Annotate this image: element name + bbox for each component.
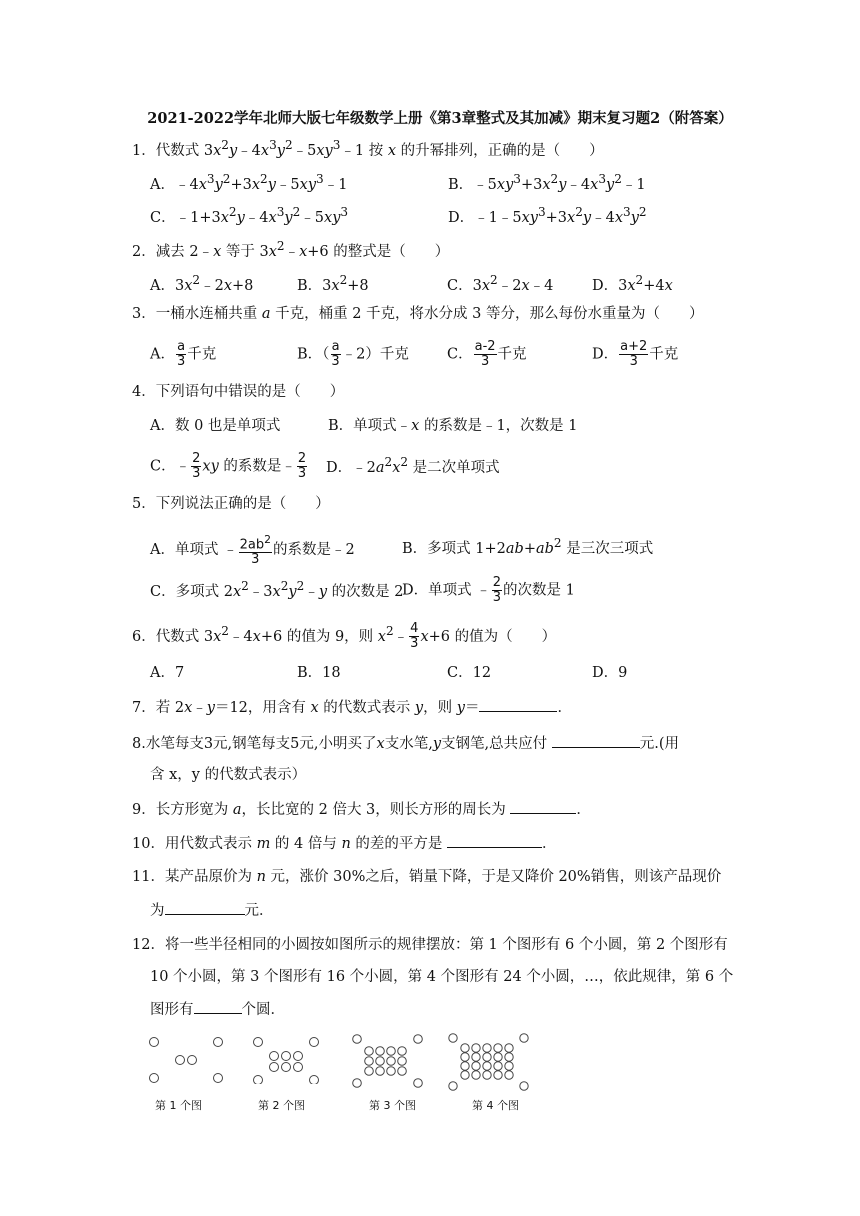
page-title: 2021-2022学年北师大版七年级数学上册《第3章整式及其加减》期末复习题2（附答案） bbox=[147, 110, 733, 127]
question-1-option-c[interactable]: C．$﹣1+3x^2y﹣4x^3y^2﹣5xy^3$ bbox=[150, 205, 349, 226]
fraction: $\frac{a-2}{3}$ bbox=[474, 339, 496, 369]
question-8-line-2: 含 x，y 的代数式表示） bbox=[150, 767, 307, 783]
question-3-option-b[interactable]: B．（ $\frac{a}{3}$ ﹣2）千克 bbox=[297, 339, 409, 369]
fraction: $\frac{a}{3}$ bbox=[176, 339, 186, 369]
circle-pattern-4 bbox=[448, 1033, 530, 1091]
answer-blank[interactable] bbox=[194, 999, 242, 1014]
question-2-stem: 2．减去 2﹣x 等于 $3x^2﹣x+6$ 的整式是（ ） bbox=[132, 239, 450, 260]
figure-2-label: 第 2 个图 bbox=[258, 1099, 305, 1112]
question-2-option-c[interactable]: C．$3x^2﹣2x﹣4$ bbox=[447, 273, 554, 294]
question-6-option-d[interactable]: D．9 bbox=[592, 665, 628, 681]
question-3-stem: 3．一桶水连桶共重 a 千克，桶重 2 千克，将水分成 3 等分，那么每份水重量为（ ） bbox=[132, 306, 704, 322]
question-11-line-1: 11．某产品原价为 n 元，涨价 30%之后，销量下降，于是又降价 20%销售，则该产品现价 bbox=[132, 869, 722, 885]
question-4-option-d[interactable]: D．$﹣2a^2x^2$ 是二次单项式 bbox=[326, 455, 500, 476]
circle-pattern-figure-1 bbox=[148, 1036, 228, 1088]
fraction: $\frac{2}{3}$ bbox=[192, 451, 201, 481]
circle-pattern-1 bbox=[148, 1036, 228, 1084]
question-7: 7．若 2x﹣y＝12，用含有 x 的代数式表示 y，则 y＝ ． bbox=[132, 697, 572, 718]
question-2-option-d[interactable]: D．$3x^2+4x$ bbox=[592, 273, 673, 294]
question-8-line-1: 8.水笔每支3元,钢笔每支5元,小明买了x支水笔,y支钢笔,总共应付 元.(用 bbox=[132, 733, 679, 754]
figure-3-label: 第 3 个图 bbox=[369, 1099, 416, 1112]
circle-pattern-figure-3 bbox=[352, 1034, 424, 1092]
question-6-option-c[interactable]: C．12 bbox=[447, 665, 492, 681]
circle-pattern-figure-4 bbox=[448, 1033, 530, 1095]
question-10: 10．用代数式表示 m 的 4 倍与 n 的差的平方是 ． bbox=[132, 833, 557, 854]
question-5-option-b[interactable]: B．多项式 $1+2ab+ab^2$ 是三次三项式 bbox=[402, 536, 654, 557]
question-5-option-c[interactable]: C．多项式 $2x^2﹣3x^2y^2﹣y$ 的次数是 2 bbox=[150, 579, 404, 600]
answer-blank[interactable] bbox=[165, 900, 245, 915]
question-1-option-a[interactable]: A．$﹣4x^3y^2+3x^2y﹣5xy^3﹣1$ bbox=[150, 172, 348, 193]
question-12-line-3: 图形有 个圆． bbox=[150, 999, 285, 1020]
question-3-option-c[interactable]: C． $\frac{a-2}{3}$ 千克 bbox=[447, 339, 527, 369]
fraction: $\frac{4}{3}$ bbox=[410, 621, 419, 652]
fraction: $\frac{2ab^2}{3}$ bbox=[239, 533, 271, 568]
question-4-option-c[interactable]: C．﹣ $\frac{2}{3}$ xy 的系数是﹣ $\frac{2}{3}$ bbox=[150, 451, 307, 481]
question-1-option-b[interactable]: B．$﹣5xy^3+3x^2y﹣4x^3y^2﹣1$ bbox=[448, 172, 646, 193]
question-4-option-b[interactable]: B．单项式﹣x 的系数是﹣1，次数是 1 bbox=[328, 418, 578, 434]
question-11-line-2: 为 元． bbox=[150, 900, 274, 921]
circle-pattern-2 bbox=[252, 1036, 324, 1084]
question-4-stem: 4．下列语句中错误的是（ ） bbox=[132, 384, 345, 400]
fraction: $\frac{2}{3}$ bbox=[297, 451, 307, 481]
answer-blank[interactable] bbox=[552, 733, 640, 748]
figure-1-label: 第 1 个图 bbox=[155, 1099, 202, 1112]
question-6-option-b[interactable]: B．18 bbox=[297, 665, 341, 681]
question-2-option-a[interactable]: A．$3x^2﹣2x+8$ bbox=[150, 273, 254, 294]
fraction: $\frac{2}{3}$ bbox=[492, 575, 502, 605]
question-12-line-1: 12．将一些半径相同的小圆按如图所示的规律摆放：第 1 个图形有 6 个小圆，第 2 个图形有 bbox=[132, 937, 728, 953]
answer-blank[interactable] bbox=[479, 697, 557, 712]
question-6-option-a[interactable]: A．7 bbox=[150, 665, 185, 681]
question-5-option-a[interactable]: A．单项式 ﹣ $\frac{2ab^2}{3}$ 的系数是﹣2 bbox=[150, 533, 355, 568]
question-6-stem: 6．代数式 $3x^2﹣4x+6$ 的值为 9，则 $x^2﹣$ $\frac{4}{3}$ x+6 的值为（ ） bbox=[132, 621, 557, 652]
question-5-option-d[interactable]: D．单项式 ﹣ $\frac{2}{3}$ 的次数是 1 bbox=[402, 575, 575, 605]
figure-4-label: 第 4 个图 bbox=[472, 1099, 519, 1112]
question-3-option-a[interactable]: A． $\frac{a}{3}$ 千克 bbox=[150, 339, 217, 369]
question-1-stem: 1．代数式 $3x^2y﹣4x^3y^2﹣5xy^3﹣1$ 按 x 的升幂排列，正确的是（ ） bbox=[132, 138, 604, 159]
answer-blank[interactable] bbox=[510, 799, 576, 814]
question-2-option-b[interactable]: B．$3x^2+8$ bbox=[297, 273, 369, 294]
question-1-option-d[interactable]: D．$﹣1﹣5xy^3+3x^2y﹣4x^3y^2$ bbox=[448, 205, 647, 226]
circle-pattern-figure-2 bbox=[252, 1036, 324, 1088]
answer-blank[interactable] bbox=[447, 833, 542, 848]
fraction: $\frac{a+2}{3}$ bbox=[620, 339, 648, 369]
circle-pattern-3 bbox=[352, 1034, 424, 1088]
question-4-option-a[interactable]: A．数 0 也是单项式 bbox=[150, 418, 281, 434]
question-9: 9．长方形宽为 a，长比宽的 2 倍大 3，则长方形的周长为 ． bbox=[132, 799, 591, 820]
question-5-stem: 5．下列说法正确的是（ ） bbox=[132, 496, 330, 512]
fraction: $\frac{a}{3}$ bbox=[331, 339, 340, 369]
question-3-option-d[interactable]: D． $\frac{a+2}{3}$ 千克 bbox=[592, 339, 679, 369]
question-12-line-2: 10 个小圆，第 3 个图形有 16 个小圆，第 4 个图形有 24 个小圆，…，依此规律，第 6 个 bbox=[150, 969, 734, 985]
